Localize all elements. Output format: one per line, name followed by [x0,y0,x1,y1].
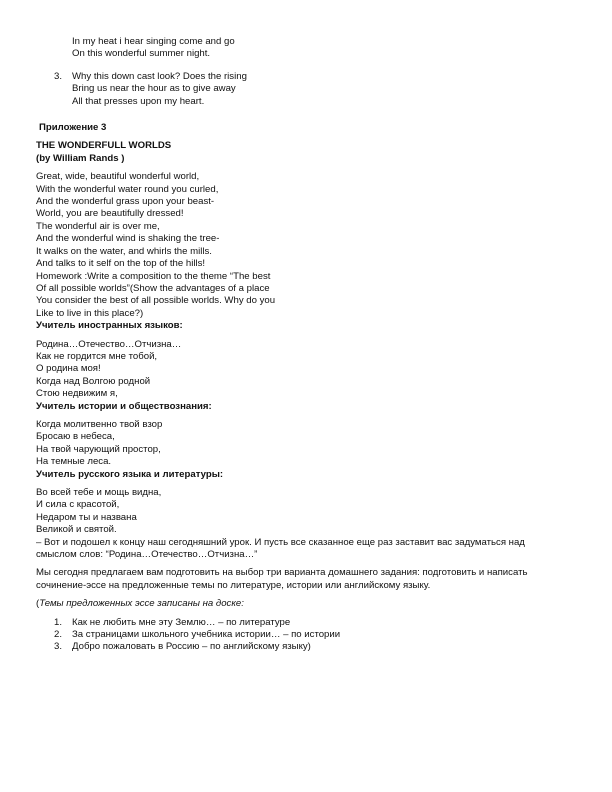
poem-line: The wonderful air is over me, [36,220,160,232]
verse-line: Недаром ты и названа [36,511,137,523]
list-item-text: Добро пожаловать в Россию – по английскому языку) [72,641,311,653]
poem-line: Why this down cast look? Does the rising [72,70,247,82]
homework-line: Homework :Write a composition to the theme “The best [36,270,271,282]
document-page [36,36,576,654]
verse-line: Стою недвижим я, [36,388,118,400]
list-number: 1. [54,616,63,628]
list-number: 2. [54,629,63,641]
list-number: 3. [54,70,63,82]
verse-line: На твой чарующий простор, [36,443,161,455]
poem-line: On this wonderful summer night. [72,48,211,60]
homework-line: Like to live in this place?) [36,307,144,319]
homework-line: You consider the best of all possible worlds. Why do you [36,295,276,307]
verse-line: Великой и святой. [36,524,117,536]
poem-stanza-3 [36,71,576,83]
note-open-paren: ( [36,598,40,610]
list-item [36,629,576,641]
list-item-text: Как не любить мне эту Землю… – по литературе [72,616,291,628]
history-teacher-heading: Учитель истории и обществознания: [36,400,212,412]
closing-paragraph: – Вот и подошел к концу наш сегодняшний урок. И пусть все сказанное еще раз заставит вас задуматься над смыслом слов: “Родина…Отечество…Отчизна…” [36,536,525,561]
poem-line: In my heat i hear singing come and go [72,36,235,47]
poem-line: With the wonderful water round you curled, [36,183,219,195]
verse-line: Как не гордится мне тобой, [36,350,158,362]
poem-title: THE WONDERFULL WORLDS [36,140,172,152]
russian-teacher-heading: Учитель русского языка и литературы: [36,468,224,480]
verse-line: Бросаю в небеса, [36,431,115,443]
poem-line: And the wonderful grass upon your beast- [36,196,215,208]
essay-topics-list [36,617,576,654]
list-item-text: За страницами школьного учебника истории… – по истории [72,629,341,641]
poem-line: World, you are beautifully dressed! [36,208,184,220]
poem-line: Great, wide, beautiful wonderful world, [36,171,200,183]
poem-line: All that presses upon my heart. [72,95,205,107]
foreign-teacher-heading: Учитель иностранных языков: [36,320,183,332]
note-text: Темы предложенных эссе записаны на доске: [39,598,244,610]
list-item [36,641,576,653]
list-number: 3. [54,641,63,653]
list-item [36,617,576,629]
verse-line: Во всей тебе и мощь видна, [36,487,162,498]
verse-line: Родина…Отечество…Отчизна… [36,338,182,350]
verse-line: О родина моя! [36,363,101,375]
poem-line: It walks on the water, and whirls the mills. [36,245,212,257]
homework-line: Of all possible worlds”(Show the advantages of a place [36,282,270,294]
appendix-heading: Приложение 3 [39,122,107,134]
verse-line: И сила с красотой, [36,499,120,511]
homework-paragraph: Мы сегодня предлагаем вам подготовить на выбор три варианта домашнего задания: подготовить и написать сочинение-эссе на предложенные темы по литературе, истории или английскому языку. [36,567,528,591]
poem-line: And talks to it self on the top of the hills! [36,258,206,270]
verse-line: На темные леса. [36,456,112,468]
poem-line: Bring us near the hour as to give away [72,83,236,95]
poem-line: And the wonderful wind is shaking the tree- [36,233,220,245]
essay-topics-note [36,598,576,610]
verse-line: Когда над Волгою родной [36,375,151,387]
verse-line: Когда молитвенно твой взор [36,418,163,430]
poem-author: (by William Rands ) [36,152,125,164]
